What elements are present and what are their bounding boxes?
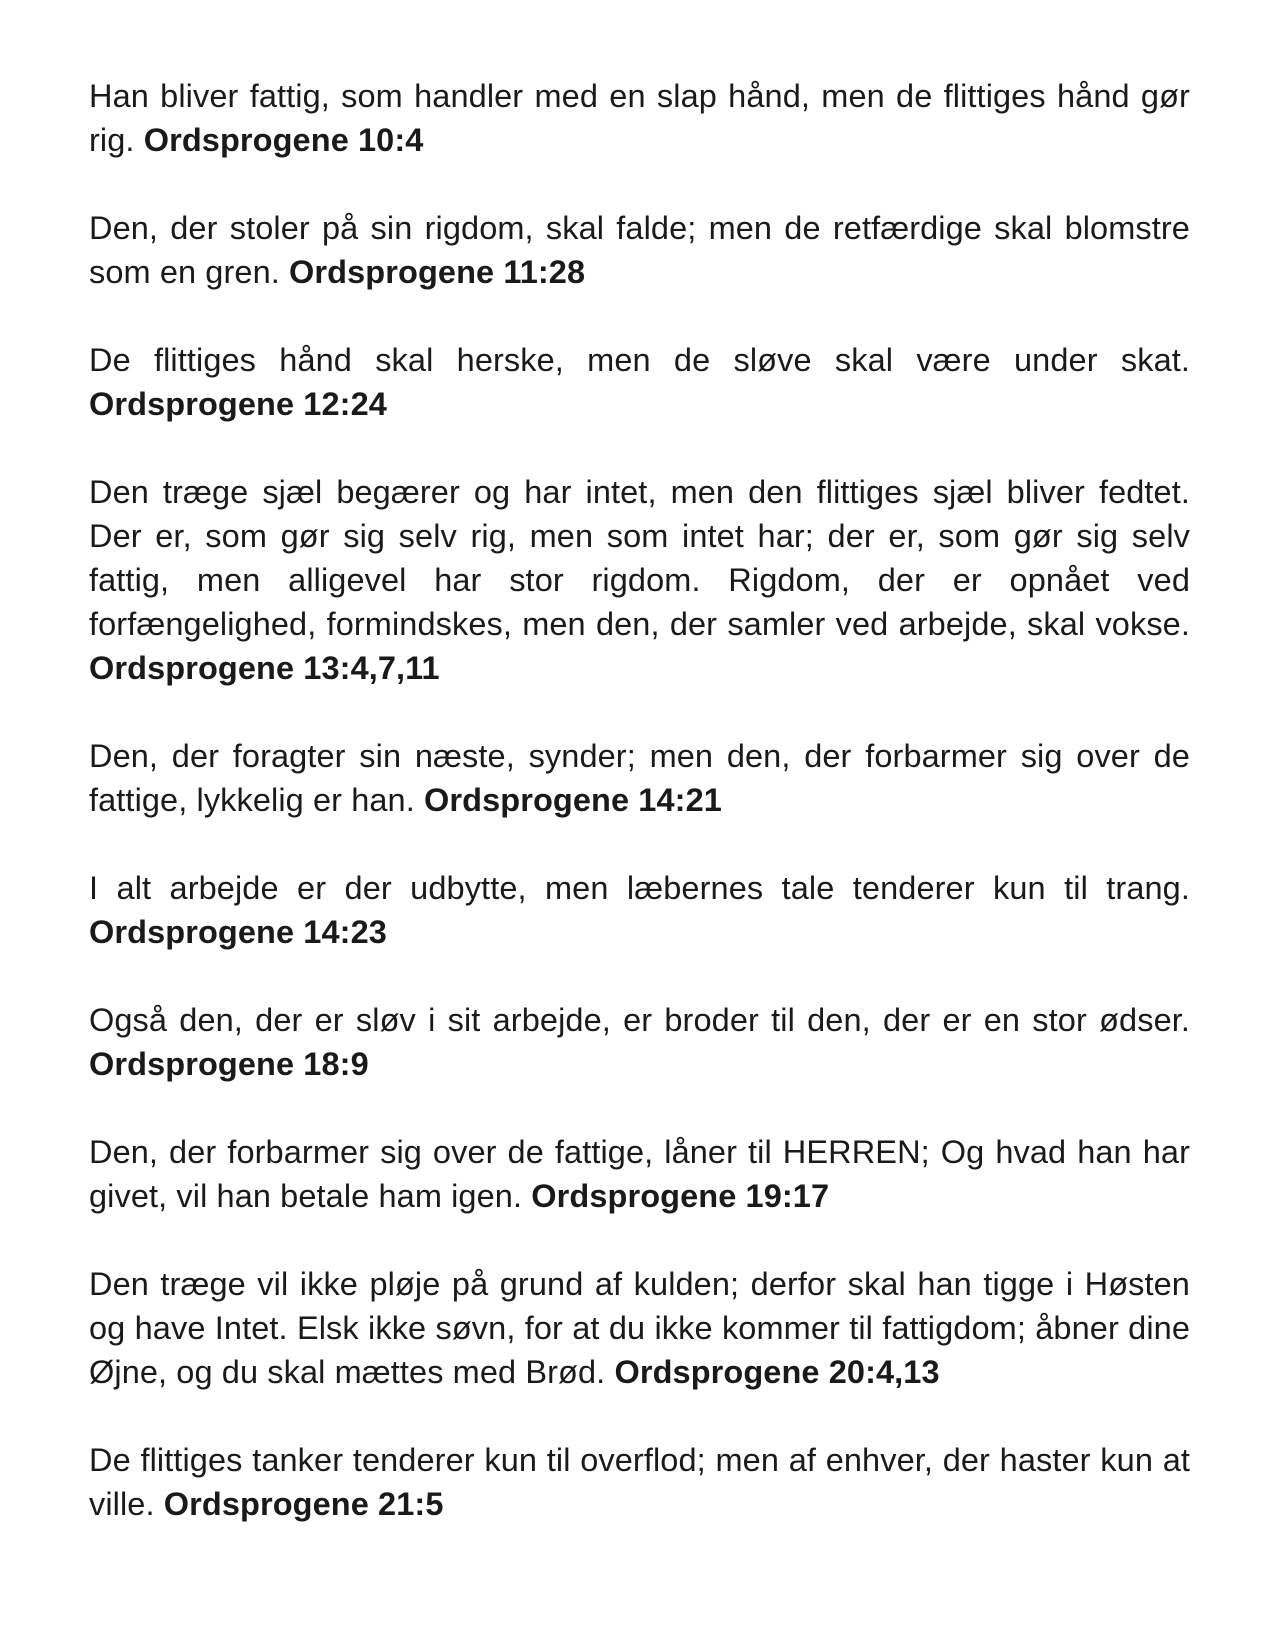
verse-reference: Ordsprogene 11:28 (289, 254, 586, 290)
verse-paragraph (89, 206, 1190, 294)
verse-text: De flittiges hånd skal herske, men de sløve skal være under skat. (89, 342, 1190, 378)
verse-reference: Ordsprogene 19:17 (531, 1178, 830, 1214)
verse-reference: Ordsprogene 21:5 (163, 1486, 444, 1522)
verse-reference: Ordsprogene 10:4 (143, 122, 424, 158)
verse-text: Den træge sjæl begærer og har intet, men den flittiges sjæl bliver fedtet. Der er, som gør sig selv rig, men som intet har; der er, som gør sig selv fattig, men alligevel har stor rigdom. Rigdom, der er opnået ved forfængelighed, formindskes, men den, der samler ved arbejde, skal vokse. (89, 474, 1190, 642)
verse-reference: Ordsprogene 20:4,13 (614, 1354, 940, 1390)
verse-text: Han bliver fattig, som handler med en slap hånd, men de flittiges hånd gør rig. (89, 78, 1190, 158)
verse-paragraph (89, 998, 1190, 1086)
verse-text: De flittiges tanker tenderer kun til overflod; men af enhver, der haster kun at ville. (89, 1442, 1190, 1522)
verse-text: Den træge vil ikke pløje på grund af kulden; derfor skal han tigge i Høsten og have Intet. Elsk ikke søvn, for at du ikke kommer til fattigdom; åbner dine Øjne, og du skal mættes med Brød. (89, 1266, 1190, 1390)
verse-paragraph (89, 470, 1190, 690)
verse-paragraph (89, 1438, 1190, 1526)
verse-text: I alt arbejde er der udbytte, men læbernes tale tenderer kun til trang. (89, 870, 1190, 906)
verse-text: Også den, der er sløv i sit arbejde, er broder til den, der er en stor ødser. (89, 1002, 1190, 1038)
verse-reference: Ordsprogene 14:23 (89, 914, 387, 950)
verse-reference: Ordsprogene 14:21 (424, 782, 722, 818)
verse-reference: Ordsprogene 13:4,7,11 (89, 650, 440, 686)
verse-paragraph (89, 1130, 1190, 1218)
verse-text: Den, der forbarmer sig over de fattige, låner til HERREN; Og hvad han har givet, vil han betale ham igen. (89, 1134, 1190, 1214)
verse-text: Den, der foragter sin næste, synder; men den, der forbarmer sig over de fattige, lykkelig er han. (89, 738, 1190, 818)
verse-reference: Ordsprogene 12:24 (89, 386, 387, 422)
verse-paragraph (89, 1262, 1190, 1394)
verse-paragraph (89, 74, 1190, 162)
verse-paragraph (89, 734, 1190, 822)
verse-text: Den, der stoler på sin rigdom, skal falde; men de retfærdige skal blomstre som en gren. (89, 210, 1190, 290)
document-page (89, 74, 1190, 1570)
verse-paragraph (89, 866, 1190, 954)
verse-reference: Ordsprogene 18:9 (89, 1046, 369, 1082)
verse-paragraph (89, 338, 1190, 426)
